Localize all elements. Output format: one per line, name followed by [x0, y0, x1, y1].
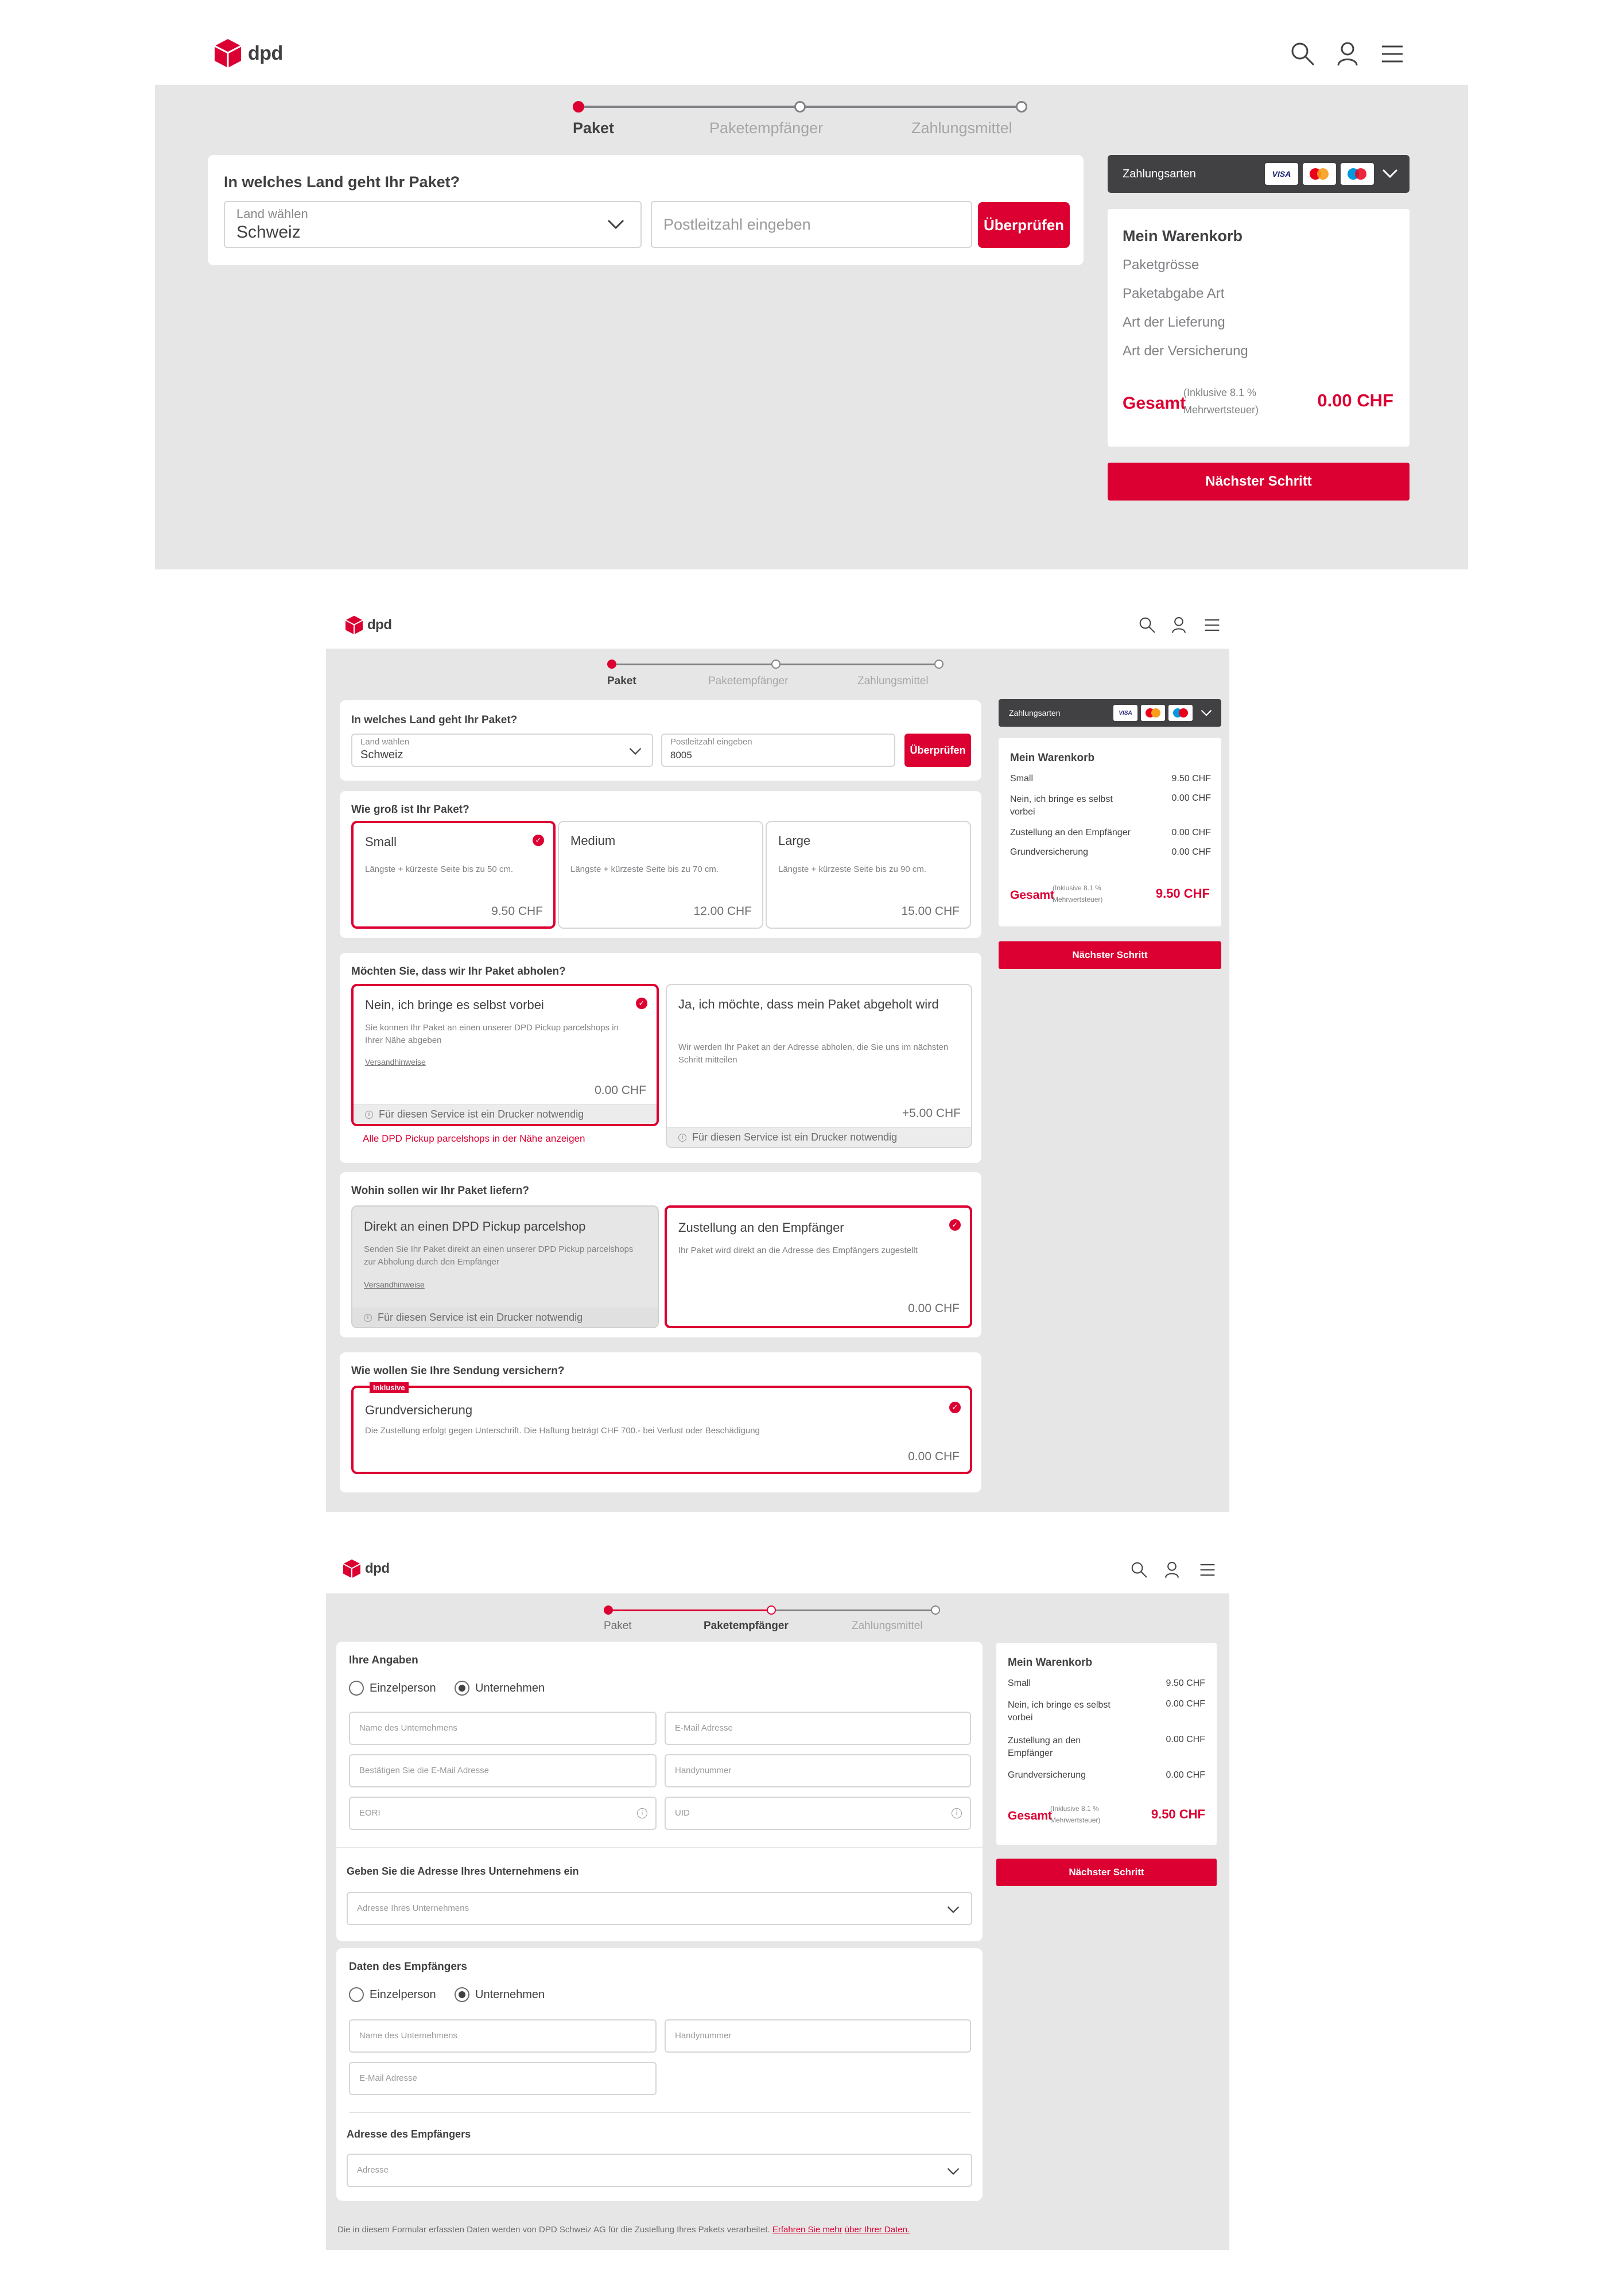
- included-badge: Inklusive: [370, 1382, 409, 1393]
- email-input[interactable]: [665, 1712, 971, 1745]
- placeholder: Adresse Ihres Unternehmens: [357, 1903, 469, 1913]
- cart-vat-line1: (Inklusive 8.1 %: [1183, 387, 1257, 398]
- cart-line-price: 0.00 CHF: [1166, 1770, 1205, 1780]
- divider: [349, 2112, 971, 2113]
- printer-note: [354, 1104, 657, 1124]
- zip-input-placeholder: Postleitzahl eingeben: [663, 216, 811, 233]
- eori-input[interactable]: [349, 1797, 657, 1830]
- cart-line-label: Small: [1010, 774, 1034, 784]
- country-select-value: Schweiz: [236, 223, 301, 242]
- dpd-logo[interactable]: [345, 615, 391, 635]
- step-label-paket: Paket: [604, 1620, 632, 1632]
- printer-note-text: Für diesen Service ist ein Drucker notwendig: [378, 1312, 583, 1323]
- parcelshops-link[interactable]: Alle DPD Pickup parcelshops in der Nähe anzeigen: [363, 1133, 585, 1144]
- check-circle-icon: ✓: [636, 998, 647, 1009]
- cart-vat-line2: Mehrwertsteuer): [1053, 895, 1103, 903]
- cart-line-price: 9.50 CHF: [1171, 774, 1211, 784]
- option-price: +5.00 CHF: [902, 1107, 961, 1120]
- option-price: 0.00 CHF: [595, 1084, 646, 1097]
- payment-methods-dropdown[interactable]: [1108, 155, 1410, 193]
- option-desc: Wir werden Ihr Paket an der Adresse abholen, die Sie uns im nächsten Schritt mitteilen: [678, 1042, 949, 1065]
- sender-address-heading: Geben Sie die Adresse Ihres Unternehmens ein: [347, 1865, 579, 1877]
- user-icon[interactable]: [1336, 41, 1359, 67]
- chevron-down-icon: [1382, 169, 1398, 179]
- option-desc: Sie konnen Ihr Paket an einen unserer DPD Pickup parcelshops in Ihrer Nähe abgeben: [365, 1023, 619, 1045]
- insurance-question: Wie wollen Sie Ihre Sendung versichern?: [351, 1365, 565, 1377]
- cart-card: [1108, 209, 1410, 447]
- next-step-button[interactable]: Nächster Schritt: [996, 1859, 1217, 1886]
- cart-card: [996, 1643, 1217, 1845]
- country-select[interactable]: [351, 734, 653, 767]
- cart-line-label: Nein, ich bringe es selbst vorbei: [1010, 794, 1113, 817]
- email-confirm-input[interactable]: [349, 1754, 657, 1787]
- placeholder: Adresse: [357, 2165, 389, 2175]
- option-title: Small: [365, 835, 397, 849]
- insurance-option-basic[interactable]: [351, 1383, 972, 1474]
- check-button[interactable]: Überprüfen: [978, 202, 1070, 248]
- menu-icon[interactable]: [1199, 1564, 1216, 1576]
- cart-vat-line2: Mehrwertsteuer): [1050, 1816, 1101, 1824]
- step-label-paket: Paket: [573, 119, 615, 137]
- size-card: [340, 791, 981, 938]
- step-label-zahlung: Zahlungsmittel: [852, 1620, 923, 1632]
- cart-vat-line1: (Inklusive 8.1 %: [1050, 1805, 1099, 1813]
- radio-private[interactable]: [349, 1681, 364, 1696]
- option-title: Nein, ich bringe es selbst vorbei: [365, 998, 544, 1012]
- placeholder: Name des Unternehmens: [359, 2031, 457, 2041]
- cart-line-price: 0.00 CHF: [1171, 793, 1211, 803]
- cart-line-label: Zustellung an den Empfänger: [1008, 1736, 1081, 1758]
- placeholder: E-Mail Adresse: [675, 1723, 733, 1733]
- radio-company-label: Unternehmen: [475, 1988, 545, 2001]
- cart-line-price: 0.00 CHF: [1171, 828, 1211, 837]
- size-option-large[interactable]: [766, 821, 971, 929]
- option-desc: Die Zustellung erfolgt gegen Unterschrift. Die Haftung beträgt CHF 700.- bei Verlust oder Beschädigung: [365, 1426, 760, 1436]
- cart-line: [1008, 1699, 1205, 1724]
- size-option-small[interactable]: [351, 821, 556, 929]
- placeholder: EORI: [359, 1808, 380, 1818]
- recipient-email-input[interactable]: [349, 2062, 657, 2095]
- step-dot-1: [604, 1605, 613, 1615]
- option-price: 9.50 CHF: [491, 905, 543, 918]
- pickup-option-self[interactable]: [351, 984, 659, 1126]
- placeholder: Name des Unternehmens: [359, 1723, 457, 1733]
- cart-title: Mein Warenkorb: [1123, 227, 1243, 245]
- sender-title: Ihre Angaben: [349, 1654, 418, 1666]
- radio-company[interactable]: [455, 1987, 469, 2002]
- country-question: In welches Land geht Ihr Paket?: [224, 173, 460, 191]
- chevron-down-icon: [1201, 709, 1212, 717]
- divider: [336, 1847, 983, 1848]
- delivery-option-recipient[interactable]: [665, 1205, 972, 1328]
- placeholder: Handynummer: [675, 2031, 732, 2041]
- option-title: Zustellung an den Empfänger: [678, 1220, 844, 1235]
- cart-line-price: 0.00 CHF: [1166, 1699, 1205, 1709]
- radio-company[interactable]: [455, 1681, 469, 1696]
- info-icon: i: [365, 1111, 373, 1119]
- pickup-question: Möchten Sie, dass wir Ihr Paket abholen?: [351, 965, 566, 978]
- step-dot-2: [794, 101, 806, 113]
- payment-methods-dropdown[interactable]: [999, 699, 1221, 727]
- cart-total-label: Gesamt: [1010, 889, 1055, 902]
- cart-total-value: 9.50 CHF: [1151, 1807, 1205, 1821]
- cart-vat-line2: Mehrwertsteuer): [1183, 404, 1259, 416]
- step-label-empfaenger: Paketempfänger: [709, 119, 824, 137]
- step-label-paket: Paket: [607, 675, 636, 687]
- shipping-notes-link[interactable]: Versandhinweise: [365, 1057, 426, 1066]
- dpd-cube-icon: [343, 1559, 360, 1578]
- cart-line-price: 0.00 CHF: [1166, 1735, 1205, 1744]
- recipient-address-select[interactable]: [347, 2154, 972, 2187]
- country-card: [340, 700, 981, 781]
- cart-total-label: Gesamt: [1008, 1809, 1053, 1822]
- country-select[interactable]: [224, 201, 642, 248]
- maestro-icon: [1168, 705, 1193, 721]
- privacy-notice: [337, 2223, 1003, 2237]
- user-icon[interactable]: [1171, 616, 1187, 634]
- mastercard-icon: [1303, 163, 1336, 185]
- cart-empty-item: Art der Versicherung: [1123, 343, 1248, 359]
- cart-empty-item: Art der Lieferung: [1123, 315, 1225, 330]
- check-circle-icon: ✓: [949, 1219, 961, 1231]
- sender-card: [336, 1642, 983, 1941]
- radio-company-label: Unternehmen: [475, 1682, 545, 1694]
- country-question: In welches Land geht Ihr Paket?: [351, 714, 518, 726]
- privacy-notice-text: Die in diesem Formular erfassten Daten werden von DPD Schweiz AG für die Zustellung Ihres Pakets verarbeitet.: [337, 2225, 770, 2235]
- option-desc: Ihr Paket wird direkt an die Adresse des Empfängers zugestellt: [678, 1246, 918, 1255]
- radio-private-label: Einzelperson: [370, 1682, 436, 1694]
- dpd-cube-icon: [345, 615, 363, 635]
- option-title: Direkt an einen DPD Pickup parcelshop: [364, 1219, 586, 1234]
- option-desc: Längste + kürzeste Seite bis zu 70 cm.: [570, 864, 719, 874]
- option-price: 0.00 CHF: [908, 1302, 960, 1315]
- printer-note: [667, 1127, 971, 1147]
- search-icon[interactable]: [1139, 616, 1156, 634]
- cart-line: [1008, 1735, 1205, 1760]
- dpd-logo[interactable]: [215, 39, 283, 68]
- recipient-mobile-input[interactable]: [665, 2019, 971, 2053]
- company-name-input[interactable]: [349, 1712, 657, 1745]
- country-select-value: Schweiz: [360, 748, 403, 761]
- cart-total-label: Gesamt: [1123, 394, 1186, 413]
- option-title: Medium: [570, 833, 616, 848]
- option-price: 15.00 CHF: [901, 905, 960, 918]
- check-button[interactable]: Überprüfen: [904, 734, 971, 767]
- visa-icon: VISA: [1113, 705, 1137, 721]
- chevron-down-icon: [629, 747, 642, 755]
- menu-icon[interactable]: [1204, 619, 1220, 631]
- user-icon[interactable]: [1164, 1561, 1180, 1578]
- privacy-link-2[interactable]: über Ihrer Daten.: [844, 2225, 910, 2235]
- search-icon[interactable]: [1131, 1561, 1148, 1578]
- privacy-link[interactable]: Erfahren Sie mehr: [772, 2225, 842, 2235]
- cart-total-value: 0.00 CHF: [1317, 390, 1393, 410]
- logo-text: dpd: [367, 617, 392, 633]
- chevron-down-icon: [947, 1906, 960, 1914]
- country-card: [208, 155, 1084, 265]
- dpd-cube-icon: [215, 39, 241, 68]
- radio-private[interactable]: [349, 1987, 364, 2002]
- step-dot-1: [573, 101, 584, 113]
- pickup-option-collect[interactable]: [666, 984, 972, 1148]
- chevron-down-icon: [947, 2167, 960, 2175]
- placeholder: UID: [675, 1808, 690, 1818]
- menu-icon[interactable]: [1381, 45, 1404, 63]
- cart-line: [1008, 1678, 1205, 1689]
- cart-line: [1008, 1770, 1205, 1781]
- sender-address-select[interactable]: [347, 1892, 972, 1925]
- printer-note-text: Für diesen Service ist ein Drucker notwendig: [692, 1131, 898, 1143]
- placeholder: E-Mail Adresse: [359, 2073, 417, 2083]
- country-select-label: Land wählen: [236, 207, 308, 221]
- cart-line-label: Grundversicherung: [1008, 1770, 1086, 1780]
- search-icon[interactable]: [1290, 41, 1315, 67]
- recipient-company-input[interactable]: [349, 2019, 657, 2053]
- placeholder: Bestätigen Sie die E-Mail Adresse: [359, 1766, 489, 1775]
- info-icon[interactable]: i: [952, 1808, 962, 1818]
- cart-total-value: 9.50 CHF: [1155, 886, 1210, 901]
- step-dot-3: [934, 660, 943, 669]
- option-desc: Längste + kürzeste Seite bis zu 90 cm.: [778, 864, 927, 874]
- cart-line-label: Small: [1008, 1678, 1031, 1688]
- cart-line-price: 0.00 CHF: [1171, 847, 1211, 857]
- delivery-question: Wohin sollen wir Ihr Paket liefern?: [351, 1185, 530, 1197]
- printer-note-text: Für diesen Service ist ein Drucker notwendig: [379, 1108, 584, 1120]
- cart-line-label: Zustellung an den Empfänger: [1010, 828, 1131, 837]
- cart-title: Mein Warenkorb: [1008, 1657, 1093, 1669]
- country-select-label: Land wählen: [360, 737, 410, 747]
- option-title: Ja, ich möchte, dass mein Paket abgeholt wird: [678, 997, 939, 1011]
- option-price: 12.00 CHF: [693, 905, 752, 918]
- step-dot-2: [767, 1605, 776, 1615]
- cart-empty-item: Paketgrösse: [1123, 257, 1199, 273]
- cart-line-label: Grundversicherung: [1010, 847, 1089, 857]
- delivery-option-parcelshop: [351, 1205, 659, 1328]
- printer-note: [352, 1308, 658, 1327]
- radio-private-label: Einzelperson: [370, 1988, 436, 2001]
- next-step-button[interactable]: Nächster Schritt: [1108, 463, 1410, 501]
- size-question: Wie groß ist Ihr Paket?: [351, 804, 469, 816]
- info-icon[interactable]: i: [637, 1808, 647, 1818]
- insurance-card: [340, 1352, 981, 1492]
- zip-input[interactable]: [651, 201, 972, 248]
- mobile-input[interactable]: [665, 1754, 971, 1787]
- step-dot-3: [1016, 101, 1027, 113]
- mastercard-icon: [1141, 705, 1165, 721]
- step-label-zahlung: Zahlungsmittel: [857, 675, 929, 687]
- cart-line: [1010, 793, 1211, 819]
- step-label-empfaenger: Paketempfänger: [708, 675, 789, 687]
- step-dot-3: [931, 1605, 940, 1615]
- step-label-empfaenger: Paketempfänger: [704, 1620, 789, 1632]
- info-icon: i: [678, 1134, 686, 1142]
- cart-line: [1010, 774, 1211, 784]
- option-title: Large: [778, 833, 811, 848]
- payment-methods-label: Zahlungsarten: [1123, 168, 1196, 180]
- cart-line-price: 9.50 CHF: [1166, 1678, 1205, 1688]
- step-dot-1: [607, 660, 616, 669]
- cart-line: [1010, 828, 1211, 838]
- option-desc: Senden Sie Ihr Paket direkt an einen unserer DPD Pickup parcelshops zur Abholung durch den Empfänger: [364, 1244, 634, 1267]
- step-label-zahlung: Zahlungsmittel: [911, 119, 1012, 137]
- visa-icon: VISA: [1265, 163, 1298, 185]
- chevron-down-icon: [607, 219, 624, 230]
- logo-text: dpd: [365, 1561, 390, 1576]
- size-option-medium[interactable]: [558, 821, 763, 929]
- cart-line-label: Nein, ich bringe es selbst vorbei: [1008, 1700, 1111, 1723]
- check-circle-icon: ✓: [533, 835, 544, 846]
- recipient-title: Daten des Empfängers: [349, 1961, 467, 1973]
- shipping-notes-link[interactable]: Versandhinweise: [364, 1280, 425, 1289]
- payment-methods-label: Zahlungsarten: [1009, 708, 1061, 718]
- option-title: Grundversicherung: [365, 1403, 473, 1417]
- option-price: 0.00 CHF: [908, 1450, 960, 1463]
- next-step-button[interactable]: Nächster Schritt: [999, 941, 1221, 969]
- logo-text: dpd: [248, 42, 283, 64]
- cart-empty-item: Paketabgabe Art: [1123, 286, 1225, 301]
- cart-title: Mein Warenkorb: [1010, 752, 1095, 764]
- placeholder: Handynummer: [675, 1766, 732, 1775]
- uid-input[interactable]: [665, 1797, 971, 1830]
- cart-vat-line1: (Inklusive 8.1 %: [1053, 884, 1101, 892]
- maestro-icon: [1341, 163, 1374, 185]
- stepper-progress: [608, 1609, 771, 1611]
- cart-line: [1010, 847, 1211, 858]
- zip-input-value: 8005: [670, 750, 692, 761]
- zip-input[interactable]: [661, 734, 895, 767]
- info-icon: i: [364, 1314, 372, 1322]
- pickup-card: [340, 953, 981, 1163]
- delivery-card: [340, 1172, 981, 1337]
- dpd-logo[interactable]: [343, 1559, 389, 1578]
- zip-input-label: Postleitzahl eingeben: [670, 737, 752, 747]
- option-desc: Längste + kürzeste Seite bis zu 50 cm.: [365, 864, 514, 874]
- step-dot-2: [771, 660, 781, 669]
- recipient-address-heading: Adresse des Empfängers: [347, 2128, 471, 2140]
- check-circle-icon: ✓: [949, 1402, 961, 1413]
- recipient-card: [336, 1948, 983, 2201]
- cart-card: [999, 738, 1221, 926]
